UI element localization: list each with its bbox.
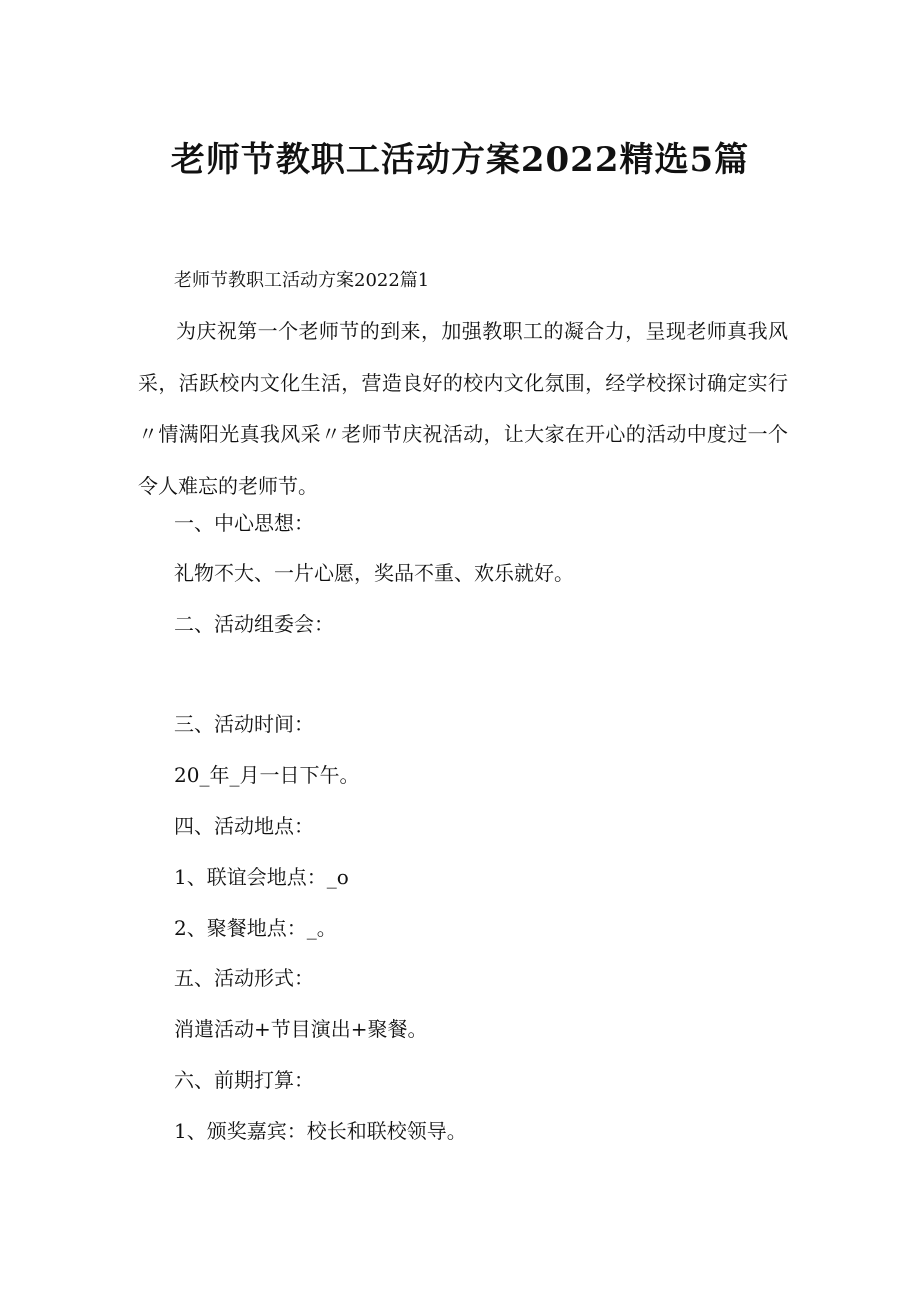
heading-time: 三、活动时间： (174, 712, 314, 736)
text-time: 20_年_月一日下午。 (174, 763, 360, 787)
heading-format: 五、活动形式： (174, 966, 314, 990)
document-title: 老师节教职工活动方案2022精选5篇 (170, 140, 750, 180)
text-central-idea: 礼物不大、一片心愿，奖品不重、欢乐就好。 (174, 561, 574, 585)
heading-committee: 二、活动组委会： (174, 612, 334, 636)
heading-location: 四、活动地点： (174, 814, 314, 838)
text-preparation-guests: 1、颁奖嘉宾：校长和联校领导。 (174, 1119, 467, 1143)
intro-paragraph: 为庆祝第一个老师节的到来，加强教职工的凝合力，呈现老师真我风采，活跃校内文化生活，营造良好的校内文化氛围，经学校探讨确定实行〃情满阳光真我风采〃老师节庆祝活动，让大家在开心的活动中度过一个令人难忘的老师节。 (138, 319, 788, 498)
heading-preparation: 六、前期打算： (174, 1068, 314, 1092)
text-format: 消遣活动+节目演出+聚餐。 (174, 1017, 428, 1041)
text-location-party: 1、联谊会地点：_o (174, 865, 349, 889)
heading-central-idea: 一、中心思想： (174, 511, 314, 535)
text-location-dinner: 2、聚餐地点：_。 (174, 916, 337, 940)
section-heading: 老师节教职工活动方案2022篇1 (174, 270, 430, 291)
